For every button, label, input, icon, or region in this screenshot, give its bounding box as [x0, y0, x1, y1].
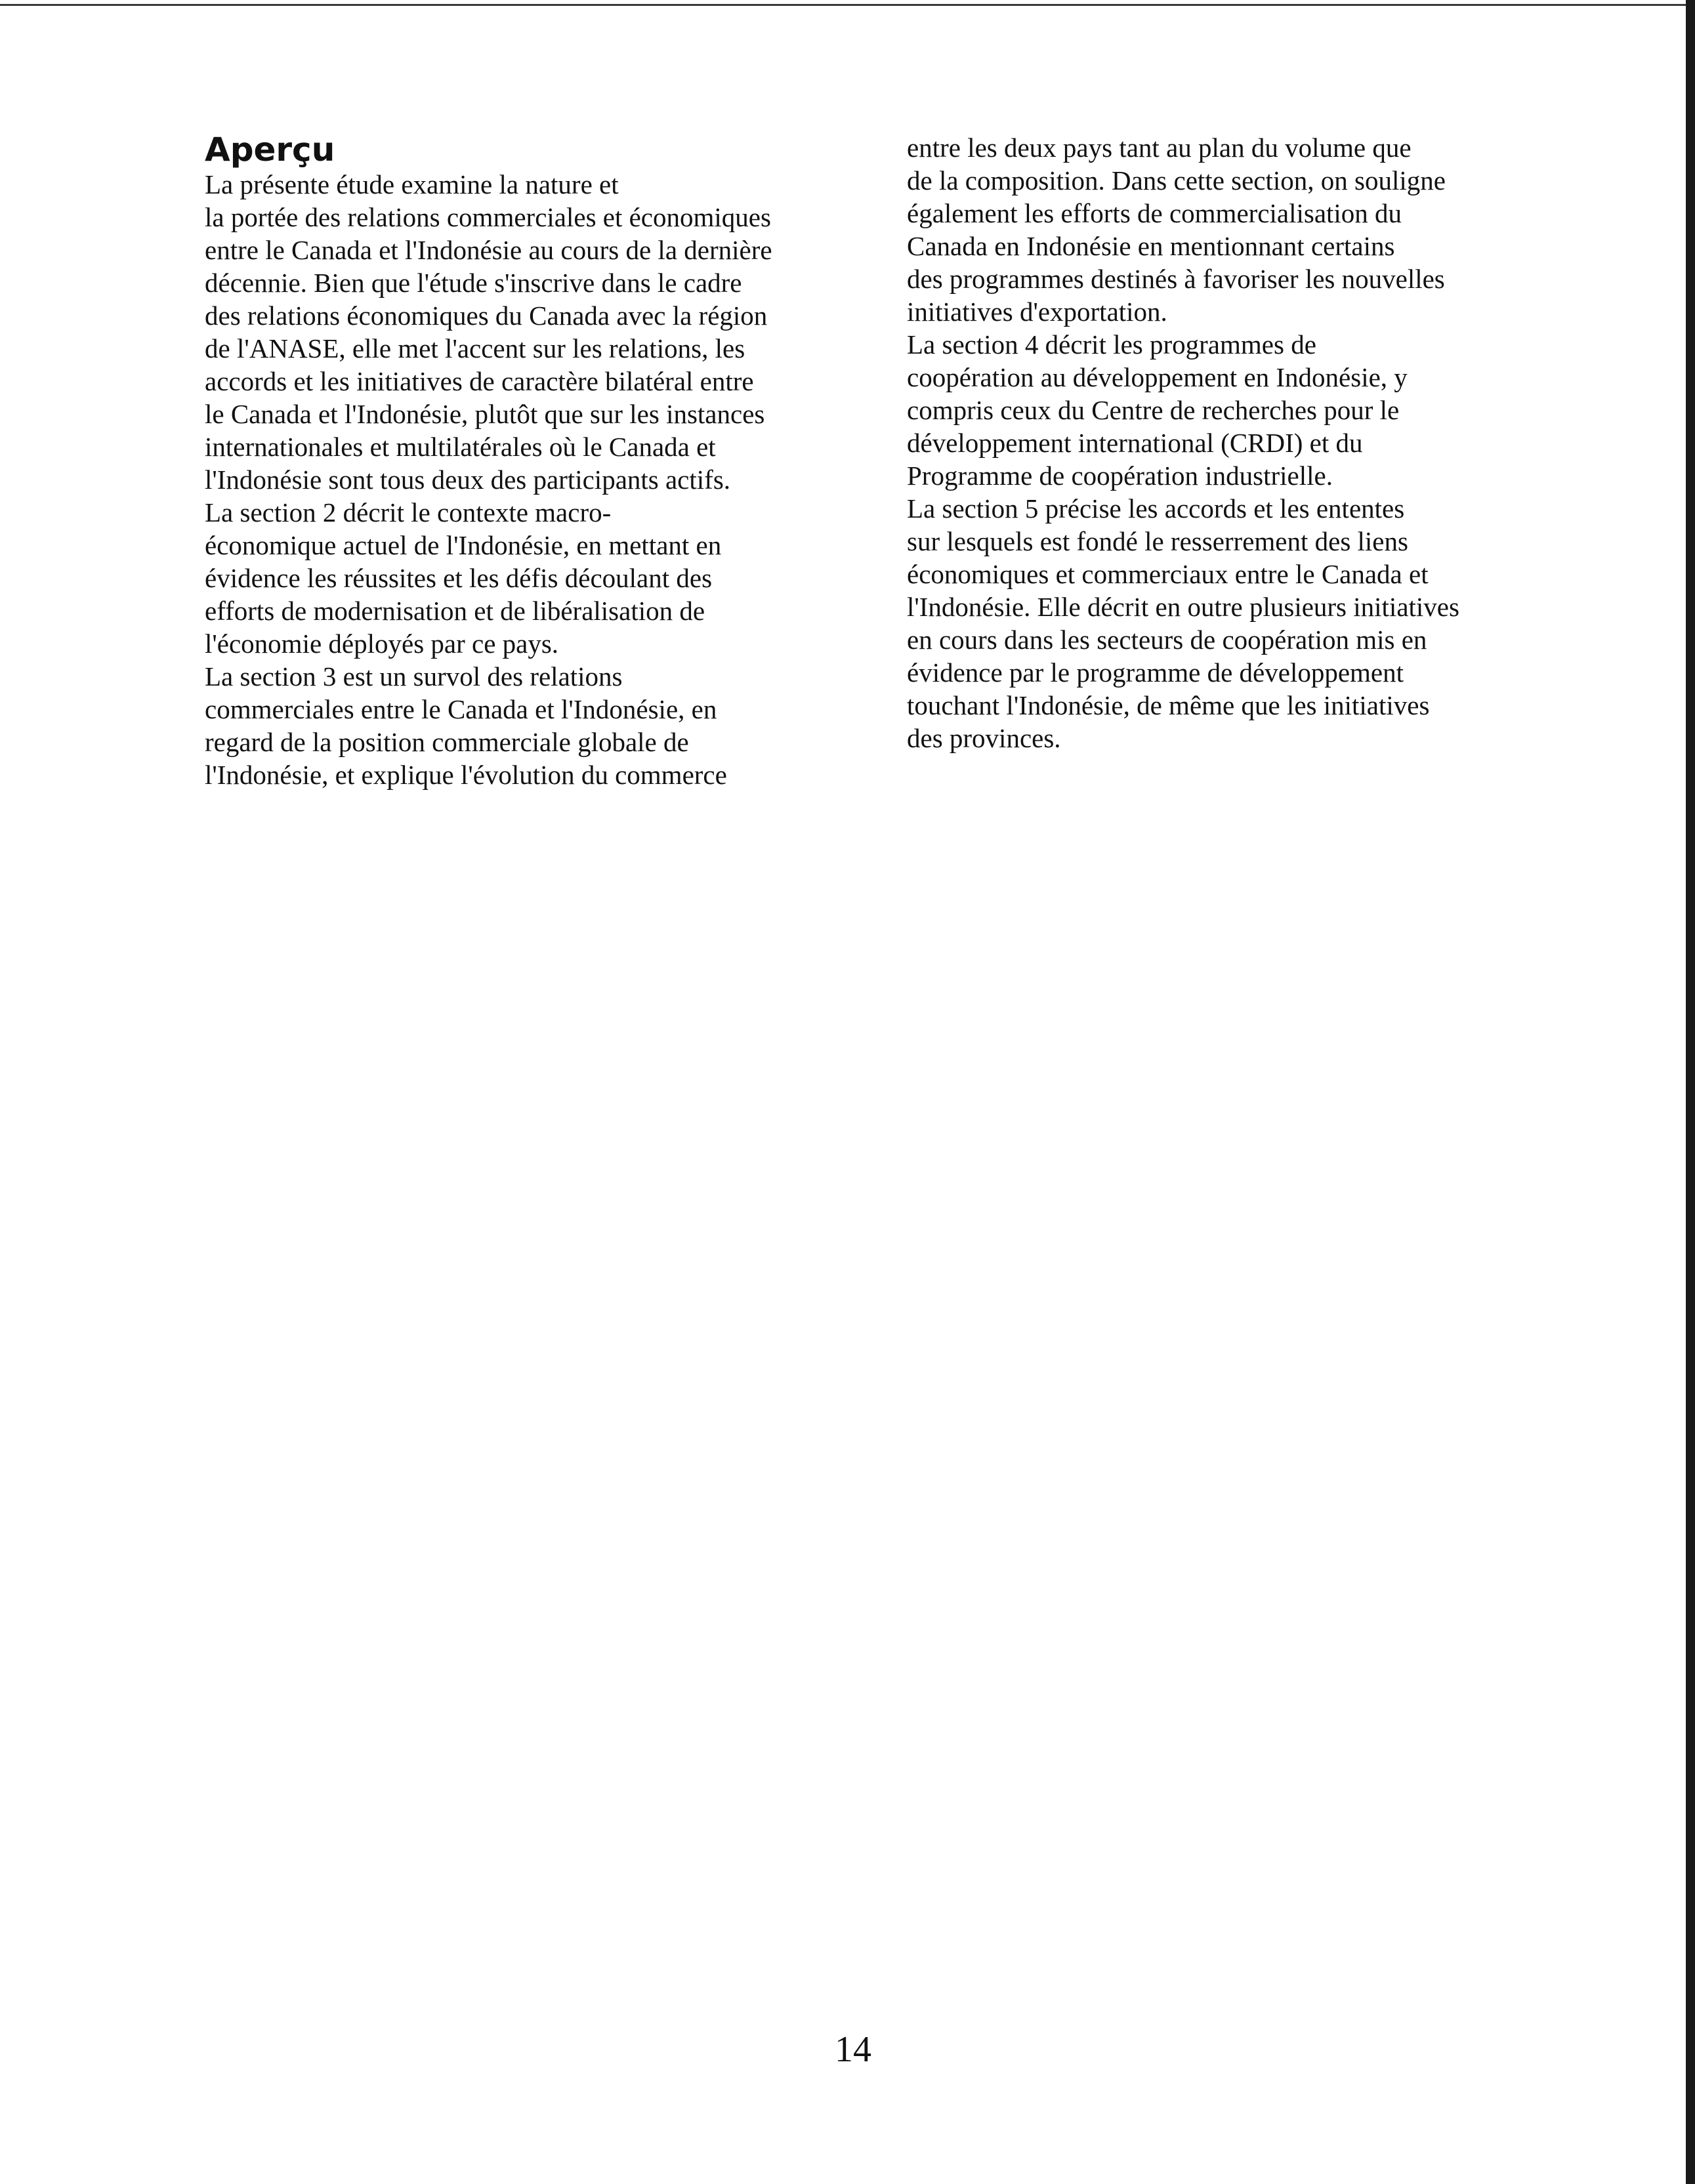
paragraph-section-2: La section 2 décrit le contexte macro- économique actuel de l'Indonésie, en mettant en évidence les réussites et les défis découlant des efforts de modernisation et de libéralisation de l'économie déployés par ce pays.	[205, 497, 722, 659]
paragraph-section-4: La section 4 décrit les programmes de coopération au développement en Indonésie, y compris ceux du Centre de recherches pour le développement international (CRDI) et du Programme de coopération industrielle.	[907, 329, 1408, 491]
page-number: 14	[835, 2029, 871, 2070]
page-top-border	[0, 4, 1695, 6]
page-right-border	[1686, 0, 1695, 2184]
paragraph-section-3-continued: entre les deux pays tant au plan du volume que de la composition. Dans cette section, on souligne également les efforts de commercialisation du Canada en Indonésie en mentionnant certains des programmes destinés à favoriser les nouvelles initiatives d'exportation.	[907, 133, 1446, 327]
paragraph-intro: La présente étude examine la nature et la portée des relations commerciales et économiques entre le Canada et l'Indonésie au cours de la dernière décennie. Bien que l'étude s'inscrive dans le cadre des relations économiques du Canada avec la région de l'ANASE, elle met l'accent sur les relations, les accords et les initiatives de caractère bilatéral entre le Canada et l'Indonésie, plutôt que sur les instances internationales et multilatérales où le Canada et l'Indonésie sont tous deux des participants actifs.	[205, 169, 772, 495]
left-column	[205, 131, 868, 791]
right-column	[907, 131, 1563, 754]
paragraph-section-3: La section 3 est un survol des relations commerciales entre le Canada et l'Indonésie, en regard de la position commerciale globale de l'Indonésie, et explique l'évolution du commerce	[205, 661, 727, 790]
paragraph-section-5: La section 5 précise les accords et les ententes sur lesquels est fondé le resserrement des liens économiques et commerciaux entre le Canada et l'Indonésie. Elle décrit en outre plusieurs initiatives en cours dans les secteurs de coopération mis en évidence par le programme de développement touchant l'Indonésie, de même que les initiatives des provinces.	[907, 493, 1459, 753]
section-heading: Aperçu	[205, 131, 335, 169]
